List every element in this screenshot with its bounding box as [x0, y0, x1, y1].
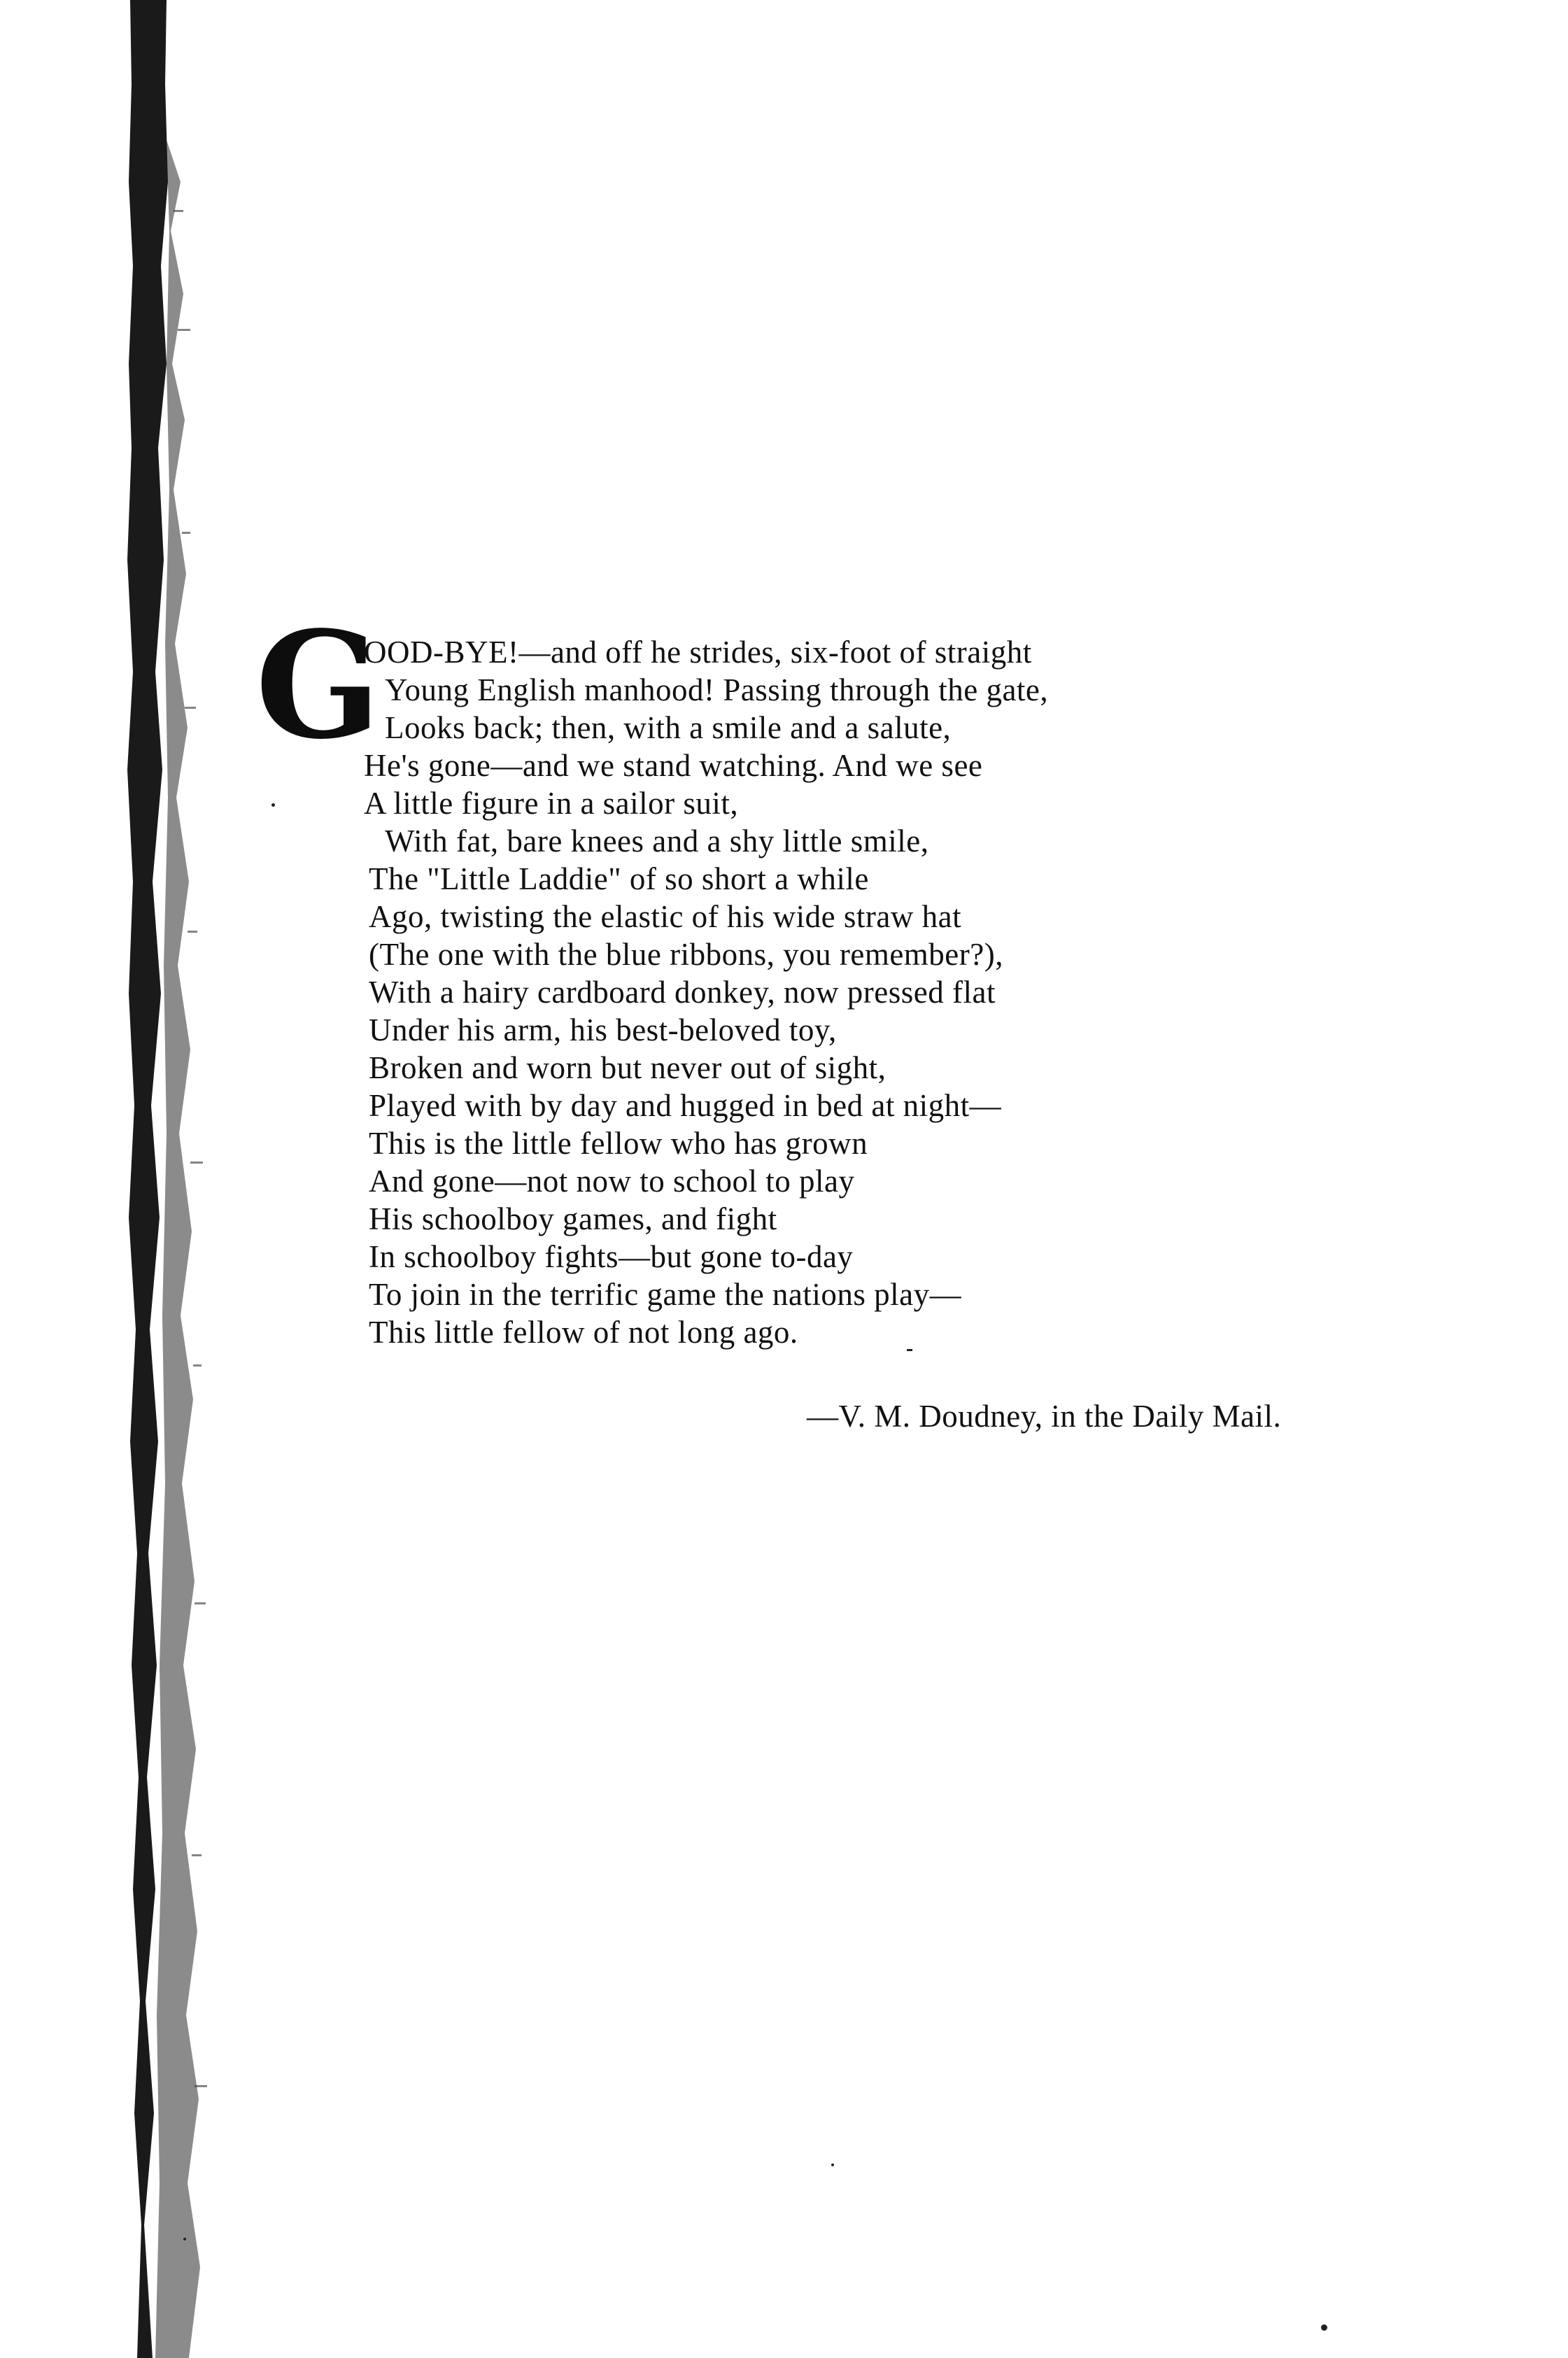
attribution: —V. M. Doudney, in the Daily Mail. — [807, 1399, 1282, 1434]
poem-line: With a hairy cardboard donkey, now pressed flat — [369, 975, 996, 1010]
poem-line: His schoolboy games, and fight — [369, 1201, 777, 1236]
scan-speck — [831, 2163, 834, 2166]
poem-line: To join in the terrific game the nations play— — [369, 1277, 962, 1312]
poem-line: A little figure in a sailor suit, — [364, 786, 739, 821]
poem-line: Under his arm, his best-beloved toy, — [369, 1012, 837, 1047]
poem-line: Young English manhood! Passing through the gate, — [385, 672, 1049, 707]
poem-line: And gone—not now to school to play — [369, 1164, 855, 1199]
poem-line: The "Little Laddie" of so short a while — [369, 861, 869, 896]
poem-line: He's gone—and we stand watching. And we see — [364, 748, 983, 783]
poem-line: (The one with the blue ribbons, you remember?), — [369, 937, 1003, 972]
poem-line: Looks back; then, with a smile and a salute, — [385, 710, 952, 745]
scan-speck — [271, 803, 275, 807]
drop-cap-initial: G — [255, 599, 381, 772]
scan-speck — [907, 1349, 912, 1351]
poem-line: Ago, twisting the elastic of his wide straw hat — [369, 899, 962, 934]
poem-line: Broken and worn but never out of sight, — [369, 1050, 887, 1085]
scan-speck — [183, 2238, 186, 2240]
poem-line: In schoolboy fights—but gone to-day — [369, 1239, 854, 1274]
poem-line: This is the little fellow who has grown — [369, 1126, 868, 1161]
poem-line: Played with by day and hugged in bed at night— — [369, 1088, 1002, 1123]
poem-line: This little fellow of not long ago. — [369, 1315, 798, 1350]
scan-speck — [1321, 2324, 1327, 2331]
poem-line: OOD-BYE!—and off he strides, six-foot of straight — [364, 635, 1032, 670]
poem-line: With fat, bare knees and a shy little smile, — [385, 824, 929, 859]
